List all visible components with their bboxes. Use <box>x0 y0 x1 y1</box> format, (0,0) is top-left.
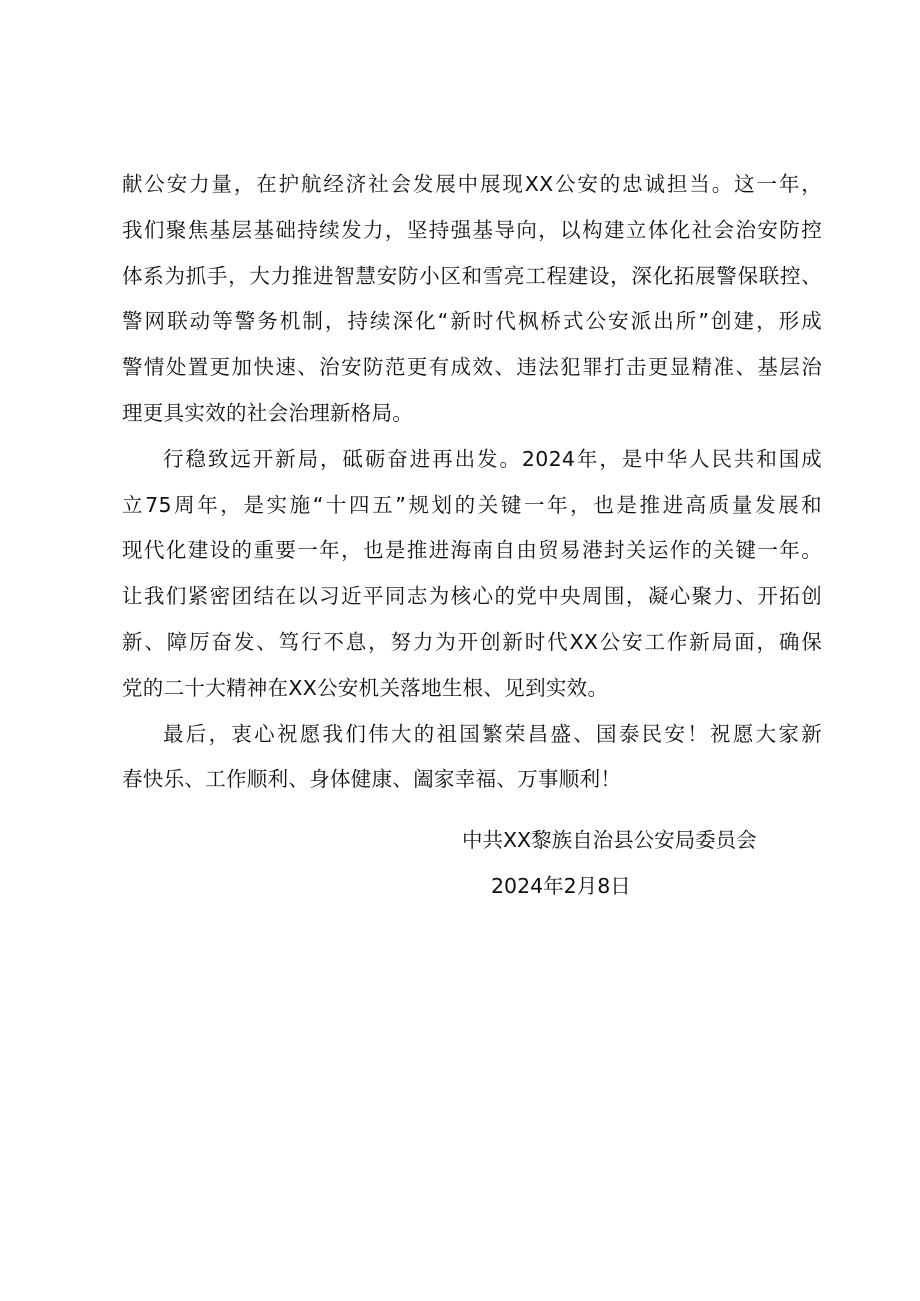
signature-organization: 中共XX黎族自治县公安局委员会 <box>462 828 757 852</box>
text-line: 献公安力量，在护航经济社会发展中展现XX公安的忠诚担当。这一年， <box>122 172 822 196</box>
paragraph-outlook <box>122 437 822 712</box>
text-line: 我们聚焦基层基础持续发力，坚持强基导向，以构建立体化社会治安防控 <box>122 217 822 242</box>
text-line: 体系为抓手，大力推进智慧安防小区和雪亮工程建设，深化拓展警保联控、 <box>122 263 822 288</box>
text-line: 现代化建设的重要一年，也是推进海南自由贸易港封关运作的关键一年。 <box>122 538 822 563</box>
paragraph-summary <box>122 162 822 437</box>
signature-date: 2024年2月8日 <box>491 874 631 898</box>
document-body <box>122 162 822 803</box>
text-line: 立75周年，是实施“十四五”规划的关键一年，也是推进高质量发展和 <box>122 492 822 517</box>
text-line: 行稳致远开新局，砥砺奋进再出发。2024年，是中华人民共和国成 <box>163 446 822 471</box>
text-line: 警网联动等警务机制，持续深化“新时代枫桥式公安派出所”创建，形成 <box>122 309 822 334</box>
text-line: 理更具实效的社会治理新格局。 <box>122 400 414 425</box>
text-line: 新、障厉奋发、笃行不息，努力为开创新时代XX公安工作新局面，确保 <box>122 629 822 654</box>
text-line: 最后，衷心祝愿我们伟大的祖国繁荣昌盛、国泰民安！祝愿大家新 <box>163 721 822 746</box>
text-line: 警情处置更加快速、治安防范更有成效、违法犯罪打击更显精准、基层治 <box>122 355 822 380</box>
text-line: 党的二十大精神在XX公安机关落地生根、见到实效。 <box>122 675 609 700</box>
text-line: 春快乐、工作顺利、身体健康、阖家幸福、万事顺利！ <box>122 767 622 792</box>
text-line: 让我们紧密团结在以习近平同志为核心的党中央周围，凝心聚力、开拓创 <box>122 584 822 609</box>
paragraph-closing-wishes <box>122 712 822 804</box>
